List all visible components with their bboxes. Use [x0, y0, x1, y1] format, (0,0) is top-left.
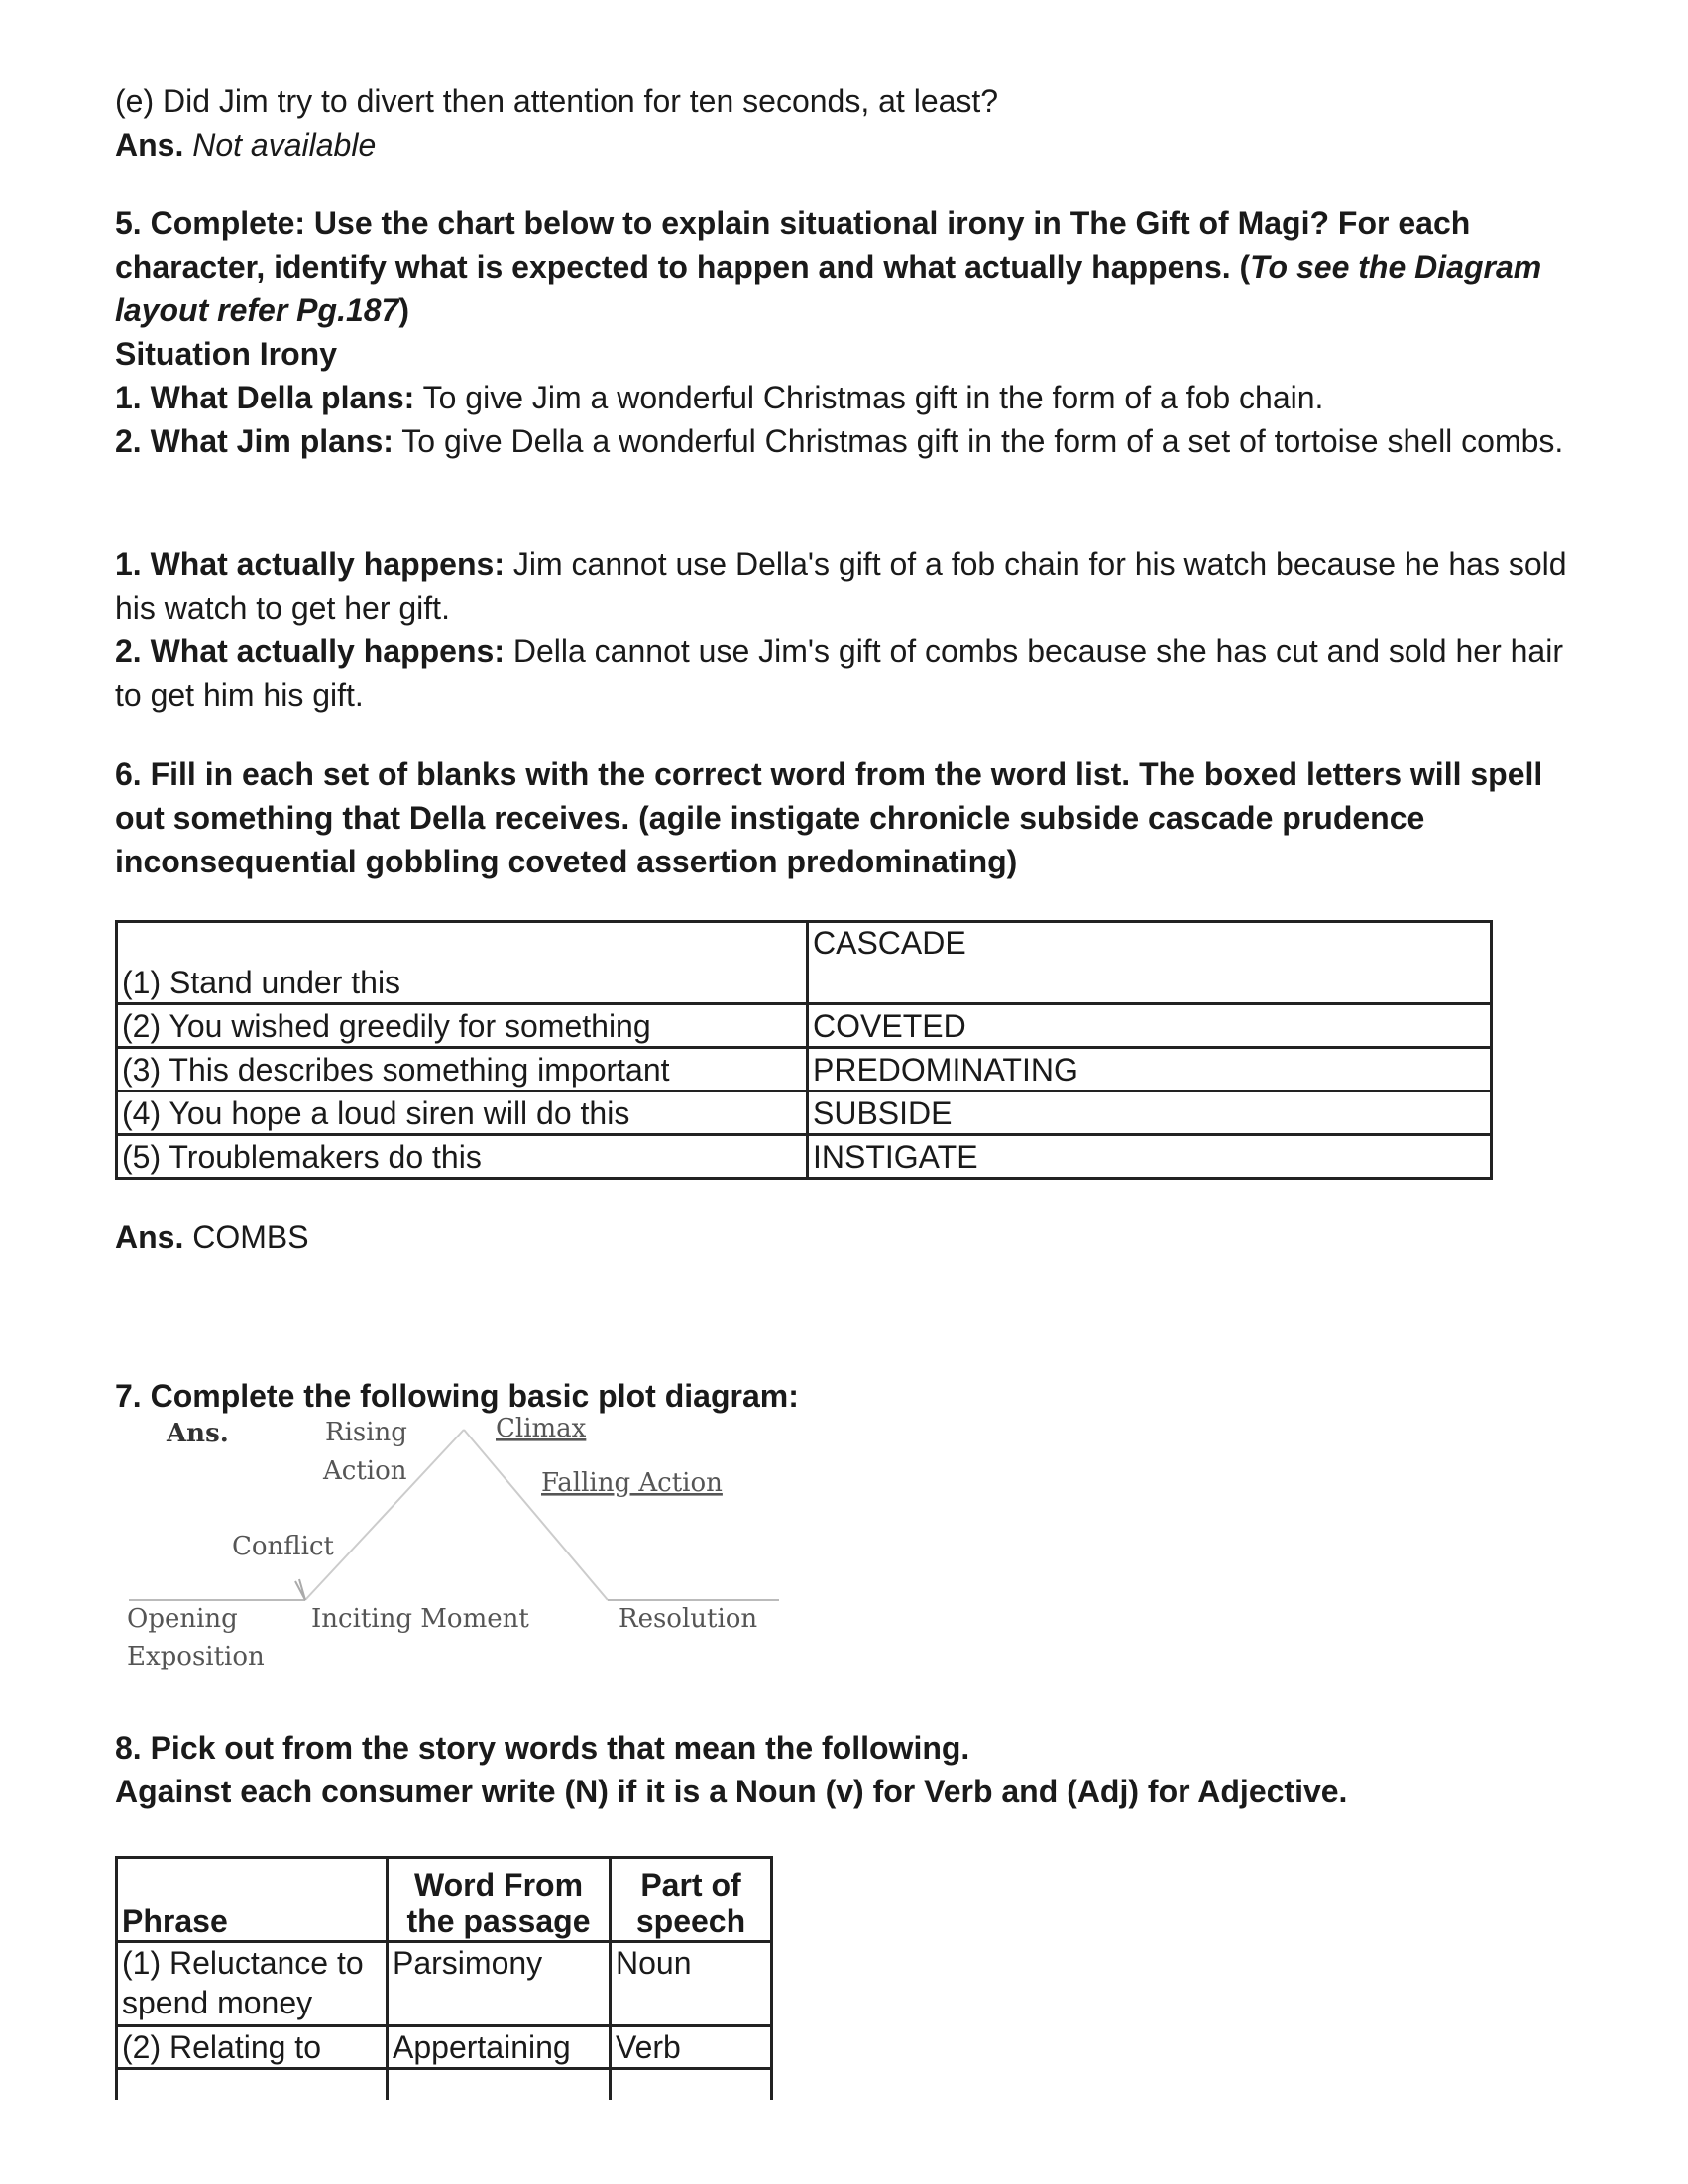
question-e-text: (e) Did Jim try to divert then attention for ten seconds, at least? [115, 83, 999, 119]
answer-cell: CASCADE [808, 922, 1492, 1004]
question-e-answer: Ans. Not available [115, 127, 377, 163]
table-row [117, 2026, 772, 2069]
header-part-of-speech: Part of speech [611, 1858, 772, 1942]
table-row [117, 2069, 772, 2101]
plot-diagram [115, 1413, 809, 1700]
falling-action-line [464, 1430, 608, 1600]
header-phrase: Phrase [117, 1858, 388, 1942]
inciting-moment-label: Inciting Moment [311, 1604, 529, 1634]
word-puzzle-table [115, 920, 1493, 1180]
pos-cell [611, 2069, 772, 2101]
pos-cell: Noun [611, 1942, 772, 2026]
table-row [117, 1048, 1492, 1092]
phrase-cell: (2) Relating to [117, 2026, 388, 2069]
question-7-heading: 7. Complete the following basic plot diagram: [115, 1378, 799, 1414]
question-6-heading: 6. Fill in each set of blanks with the correct word from the word list. The boxed letters will spell out something that Della receives. (agile instigate chronicle subside cascade prudence inconsequential gobbling coveted assertion predominating) [115, 756, 1543, 879]
rising-label-1: Rising [325, 1418, 407, 1447]
word-cell: Appertaining [388, 2026, 611, 2069]
diagram-ans-label: Ans. [167, 1419, 229, 1448]
rising-action-line [305, 1430, 464, 1600]
table-row [117, 1135, 1492, 1179]
rising-label-2: Action [323, 1456, 407, 1486]
resolution-label: Resolution [619, 1604, 758, 1634]
exposition-label: Exposition [127, 1642, 265, 1671]
question-8-heading-1: 8. Pick out from the story words that mean the following. [115, 1730, 970, 1766]
table-row [117, 1004, 1492, 1048]
table-row [117, 1942, 772, 2026]
falling-action-label: Falling Action [541, 1468, 723, 1498]
phrase-cell [117, 2069, 388, 2101]
della-plans: 1. What Della plans: To give Jim a wonderful Christmas gift in the form of a fob chain. [115, 380, 1324, 415]
actual-outcome-1: 1. What actually happens: Jim cannot use Della's gift of a fob chain for his watch because he has sold his watch to get her gift. [115, 546, 1567, 626]
vocabulary-table [115, 1856, 773, 2100]
clue-cell: (3) This describes something important [117, 1048, 808, 1092]
actual-outcome-2: 2. What actually happens: Della cannot use Jim's gift of combs because she has cut and sold her hair to get him his gift. [115, 633, 1563, 713]
phrase-cell: (1) Reluctance to spend money [117, 1942, 388, 2026]
clue-cell: (5) Troublemakers do this [117, 1135, 808, 1179]
clue-cell: (1) Stand under this [117, 922, 808, 1004]
header-word: Word From the passage [388, 1858, 611, 1942]
pos-cell: Verb [611, 2026, 772, 2069]
conflict-arrow-icon [295, 1579, 305, 1600]
answer-cell: COVETED [808, 1004, 1492, 1048]
situation-irony-subheading: Situation Irony [115, 336, 337, 372]
table-row [117, 922, 1492, 1004]
answer-cell: PREDOMINATING [808, 1048, 1492, 1092]
word-cell: Parsimony [388, 1942, 611, 2026]
jim-plans: 2. What Jim plans: To give Della a wonderful Christmas gift in the form of a set of tortoise shell combs. [115, 423, 1564, 459]
question-e [115, 79, 1592, 167]
clue-cell: (4) You hope a loud siren will do this [117, 1092, 808, 1135]
answer-cell: SUBSIDE [808, 1092, 1492, 1135]
question-8-heading-2: Against each consumer write (N) if it is a Noun (v) for Verb and (Adj) for Adjective. [115, 1774, 1348, 1809]
question-6-answer: Ans. COMBS [115, 1219, 309, 1255]
opening-label: Opening [127, 1604, 238, 1634]
table-header-row [117, 1858, 772, 1942]
climax-label: Climax [496, 1414, 587, 1443]
clue-cell: (2) You wished greedily for something [117, 1004, 808, 1048]
answer-cell: INSTIGATE [808, 1135, 1492, 1179]
conflict-label: Conflict [232, 1532, 334, 1561]
word-cell [388, 2069, 611, 2101]
question-5-heading: 5. Complete: Use the chart below to explain situational irony in The Gift of Magi? For each character, identify what is expected to happen and what actually happens. (To see the Diagram layout refer Pg.187) [115, 205, 1542, 328]
table-row [117, 1092, 1492, 1135]
